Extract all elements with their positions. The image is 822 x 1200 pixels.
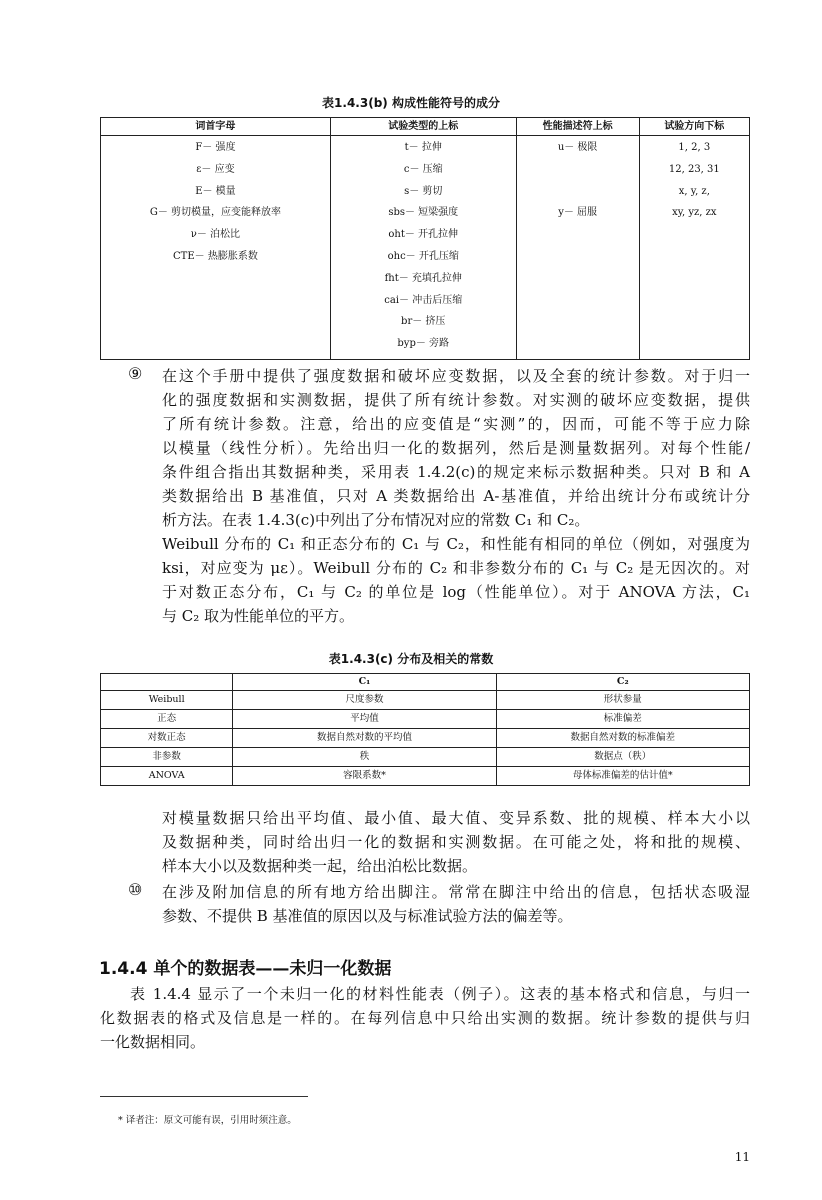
text-line: 化的强度数据和实测数据，提供了所有统计参数。对实测的破坏应变数据，提供 — [162, 391, 750, 409]
table-cell: G－ 剪切模量，应变能释放率 — [149, 207, 282, 219]
table-cell: 12, 23, 31 — [668, 163, 720, 175]
table-cell: ohc－ 开孔压缩 — [387, 250, 459, 262]
table-header: C₂ — [496, 674, 749, 691]
table-cell: fht－ 充填孔拉伸 — [384, 272, 462, 284]
text-line: 化数据表的格式及信息是一样的。在每列信息中只给出实测的数据。统计参数的提供与归 — [100, 1009, 750, 1027]
table-cell: xy, yz, zx — [672, 207, 717, 219]
text-line: 在这个手册中提供了强度数据和破坏应变数据，以及全套的统计参数。对于归一 — [162, 367, 750, 385]
table-cell: 正态 — [101, 710, 233, 729]
text-line: 于对数正态分布，C₁ 与 C₂ 的单位是 log（性能单位）。对于 ANOVA 方法，C₁ — [162, 583, 750, 601]
distribution-constants-table — [100, 673, 750, 786]
table-header: C₁ — [233, 674, 496, 691]
table-cell: ANOVA — [101, 767, 233, 786]
table-cell: 平均值 — [233, 710, 496, 729]
table-cell: u－ 极限 — [557, 142, 598, 153]
table-row — [101, 729, 750, 748]
table-cell — [517, 159, 639, 181]
table-cell: F－ 强度 — [195, 142, 236, 153]
table-cell: 数据自然对数的平均值 — [233, 729, 496, 748]
prefix-letter-column — [101, 136, 331, 360]
table-cell: ν－ 泊松比 — [190, 229, 241, 241]
property-symbol-table — [100, 117, 750, 360]
table-2-caption: 表1.4.3(c) 分布及相关的常数 — [328, 652, 494, 666]
text-line: 表 1.4.4 显示了一个未归一化的材料性能表（例子）。这表的基本格式和信息，与归一 — [130, 985, 750, 1003]
text-line: 参数、不提供 B 基准值的原因以及与标准试验方法的偏差等。 — [162, 907, 573, 925]
table-1-caption: 表1.4.3(b) 构成性能符号的成分 — [322, 96, 500, 110]
table-cell: t－ 拉伸 — [404, 142, 442, 153]
table-cell: 母体标准偏差的估计值* — [496, 767, 749, 786]
table-cell: c－ 压缩 — [403, 163, 443, 175]
table-cell: Weibull — [101, 691, 233, 710]
table-cell: br－ 挤压 — [401, 316, 446, 328]
table-cell: 容限系数* — [233, 767, 496, 786]
section-heading: 1.4.4 单个的数据表——未归一化数据 — [99, 959, 392, 979]
test-type-column — [330, 136, 516, 360]
test-direction-column — [639, 136, 749, 360]
table-header: 词首字母 — [101, 118, 331, 136]
table-cell: x, y, z, — [678, 185, 710, 197]
table-cell: 数据点（秩） — [496, 748, 749, 767]
text-line: 样本大小以及数据种类一起，给出泊松比数据。 — [162, 857, 478, 875]
table-header: 性能描述符上标 — [516, 118, 639, 136]
modulus-paragraph — [162, 806, 750, 878]
text-line: 类数据给出 B 基准值，只对 A 类数据给出 A-基准值，并给出统计分布或统计分 — [162, 487, 750, 505]
table-cell: 对数正态 — [101, 729, 233, 748]
table-row — [101, 710, 750, 729]
table-header: 试验类型的上标 — [330, 118, 516, 136]
table-cell: byp－ 旁路 — [397, 338, 450, 350]
table-header — [101, 674, 233, 691]
item-9-marker: ⑨ — [128, 364, 143, 383]
table-cell: 1, 2, 3 — [678, 142, 711, 153]
item-10-marker: ⑩ — [128, 880, 143, 899]
text-line: 以模量（线性分析）。先给出归一化的数据列，然后是测量数据列。对每个性能/ — [162, 439, 750, 457]
text-line: 一化数据相同。 — [100, 1033, 206, 1051]
page-number: 11 — [734, 1150, 750, 1164]
text-line: 与 C₂ 取为性能单位的平方。 — [162, 607, 355, 625]
table-cell: CTE－ 热膨胀系数 — [173, 250, 258, 262]
footnote-divider — [100, 1096, 308, 1097]
table-cell: oht－ 开孔拉伸 — [388, 229, 459, 241]
text-line: ksi，对应变为 με）。Weibull 分布的 C₂ 和非参数分布的 C₁ 与 C₂ 是无因次的。对 — [162, 559, 750, 577]
table-cell: ε－ 应变 — [196, 163, 235, 175]
table-row — [101, 767, 750, 786]
table-cell: 标准偏差 — [496, 710, 749, 729]
text-line: 析方法。在表 1.4.3(c)中列出了分布情况对应的常数 C₁ 和 C₂。 — [162, 511, 590, 529]
item-9-paragraph — [162, 364, 750, 628]
table-cell: y－ 屈服 — [558, 207, 598, 219]
table-cell: sbs－ 短梁强度 — [388, 207, 459, 219]
table-row — [101, 691, 750, 710]
table-header: 试验方向下标 — [639, 118, 749, 136]
table-cell: s－ 剪切 — [404, 185, 443, 197]
table-cell: 秩 — [233, 748, 496, 767]
footnote: * 译者注：原文可能有误，引用时须注意。 — [118, 1115, 297, 1126]
property-descriptor-column — [516, 136, 639, 360]
table-cell: cai－ 冲击后压缩 — [384, 294, 463, 306]
table-cell: 形状参量 — [496, 691, 749, 710]
text-line: 在涉及附加信息的所有地方给出脚注。常常在脚注中给出的信息，包括状态吸湿 — [162, 883, 750, 901]
table-cell: 尺度参数 — [233, 691, 496, 710]
text-line: 对模量数据只给出平均值、最小值、最大值、变异系数、批的规模、样本大小以 — [162, 809, 750, 827]
text-line: 及数据种类，同时给出归一化的数据和实测数据。在可能之处，将和批的规模、 — [162, 833, 750, 851]
text-line: Weibull 分布的 C₁ 和正态分布的 C₁ 与 C₂，和性能有相同的单位（例如，对强度为 — [162, 535, 750, 553]
table-cell: 数据自然对数的标准偏差 — [496, 729, 749, 748]
text-line: 了所有统计参数。注意，给出的应变值是“实测”的，因而，可能不等于应力除 — [162, 415, 750, 433]
table-cell — [517, 181, 639, 203]
table-cell: 非参数 — [101, 748, 233, 767]
item-10-paragraph — [162, 880, 750, 928]
table-row — [101, 748, 750, 767]
section-paragraph — [100, 982, 750, 1054]
table-cell: E－ 模量 — [195, 185, 236, 197]
text-line: 条件组合指出其数据种类，采用表 1.4.2(c)的规定来标示数据种类。只对 B 和 A — [162, 463, 750, 481]
